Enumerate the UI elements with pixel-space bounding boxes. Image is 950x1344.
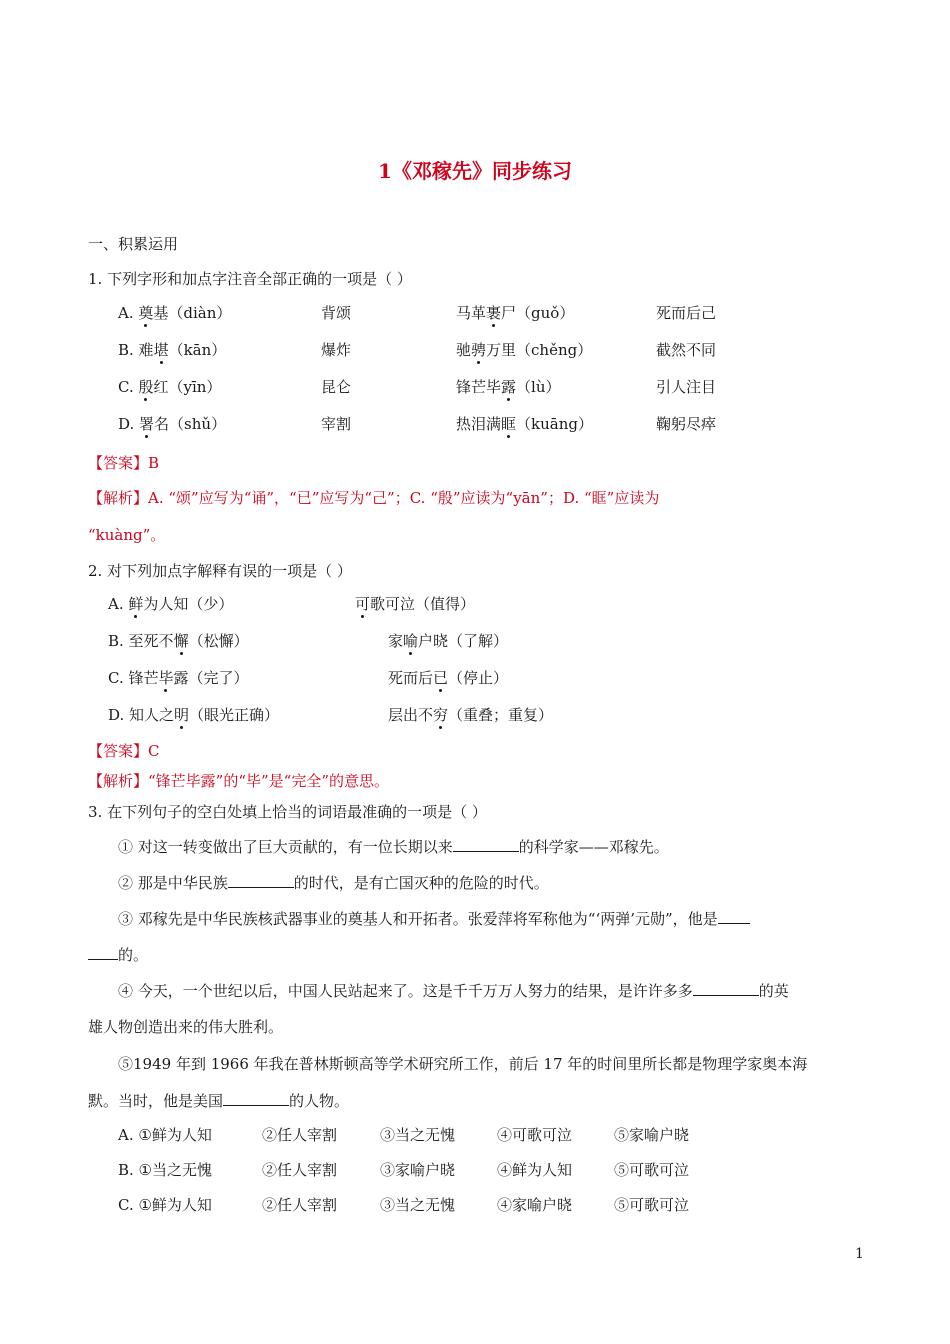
q3-sentence-4: ④ 今天，一个世纪以后，中国人民站起来了。这是千千万万人努力的结果，是许许多多 的英 bbox=[118, 979, 789, 1002]
section-heading: 一、积累运用 bbox=[88, 235, 179, 253]
q3-sentence-4-cont: 雄人物创造出来的伟大胜利。 bbox=[88, 1018, 284, 1036]
q3-sentence-3: ③ 邓稼先是中华民族核武器事业的奠基人和开拓者。张爱萍将军称他为“‘两弹’元勋”，他是 bbox=[118, 907, 750, 930]
page-number: 1 bbox=[855, 1246, 864, 1262]
q1-stem: 1. 下列字形和加点字注音全部正确的一项是（ ） bbox=[88, 270, 412, 288]
q1-analysis-cont: “kuàng”。 bbox=[88, 526, 166, 544]
q1-answer: 【答案】B bbox=[88, 454, 160, 472]
q3-sentence-5: ⑤1949 年到 1966 年我在普林斯顿高等学术研究所工作，前后 17 年的时间里所长都是物理学家奥本海 bbox=[118, 1055, 808, 1073]
q2-answer: 【答案】C bbox=[88, 742, 160, 760]
q3-sentence-2: ② 那是中华民族 的时代，是有亡国灭种的危险的时代。 bbox=[118, 871, 549, 894]
q3-sentence-5-cont: 默。当时，他是美国 的人物。 bbox=[88, 1089, 349, 1112]
q2-stem: 2. 对下列加点字解释有误的一项是（ ） bbox=[88, 562, 352, 580]
q1-analysis: 【解析】A. “颂”应写为“诵”，“已”应写为“己”；C. “殷”应读为“yān”；D. “眶”应读为 bbox=[88, 489, 660, 507]
q3-sentence-3-cont: 的。 bbox=[88, 943, 148, 966]
q3-stem: 3. 在下列句子的空白处填上恰当的词语最准确的一项是（ ） bbox=[88, 803, 487, 821]
q2-analysis: 【解析】“锋芒毕露”的“毕”是“完全”的意思。 bbox=[88, 772, 390, 790]
page-title: 1《邓稼先》同步练习 bbox=[378, 159, 572, 183]
q3-sentence-1: ① 对这一转变做出了巨大贡献的，有一位长期以来 的科学家——邓稼先。 bbox=[118, 835, 669, 858]
document-page: 1《邓稼先》同步练习 一、积累运用 1. 下列字形和加点字注音全部正确的一项是（ ） A. 奠基（diàn） 背颂 马革裹尸（guǒ） 死而后己 B. 难堪（kān） 爆炸 驰骋万里（chěng） 截然不同 C. 殷红（yīn） 昆仑 锋芒毕露（lù） 引人注目 D. 署名（shǔ） 宰割 热泪满眶（kuāng） 鞠躬尽瘁 【答案】B 【解析】A. “颂”应写为“诵”，“已”应写为“己”；C. “殷”应读为“yān”；D. “眶”应读为 “kuàng”。 2. 对下列加点字解释有误的一项是（ ） A. 鲜为人知（少） 可歌可泣（值得） B. 至死不懈（松懈） 家喻户晓（了解） C. 锋芒毕露（完了） 死而后已（停止） D. 知人之明（眼光正确） 层出不穷（重叠；重复） 【答案】C 【解析】“锋芒毕露”的“毕”是“完全”的意思。 3. 在下列句子的空白处填上恰当的词语最准确的一项是（ ） ① 对这一转变做出了巨大贡献的，有一位长期以来 的科学家——邓稼先。 ② 那是中华民族 的时代，是有亡国灭种的危险的时代。 ③ 邓稼先是中华民族核武器事业的奠基人和开拓者。张爱萍将军称他为“‘两弹’元勋”，他是 的。 ④ 今天，一个世纪以后，中国人民站起来了。这是千千万万人努力的结果，是许许多多 的英 雄人物创造出来的伟大胜利。 ⑤1949 年到 1966 年我在普林斯顿高等学术研究所工作，前后 17 年的时间里所长都是物理学家奥本海 默。当时，他是美国 的人物。 A. ①鲜为人知 ②任人宰割 ③当之无愧 ④可歌可泣 ⑤家喻户晓 B. ①当之无愧 ②任人宰割 ③家喻户晓 ④鲜为人知 ⑤可歌可泣 C. ①鲜为人知 ②任人宰割 ③当之无愧 ④家喻户晓 ⑤可歌可泣 1 bbox=[0, 0, 950, 1344]
